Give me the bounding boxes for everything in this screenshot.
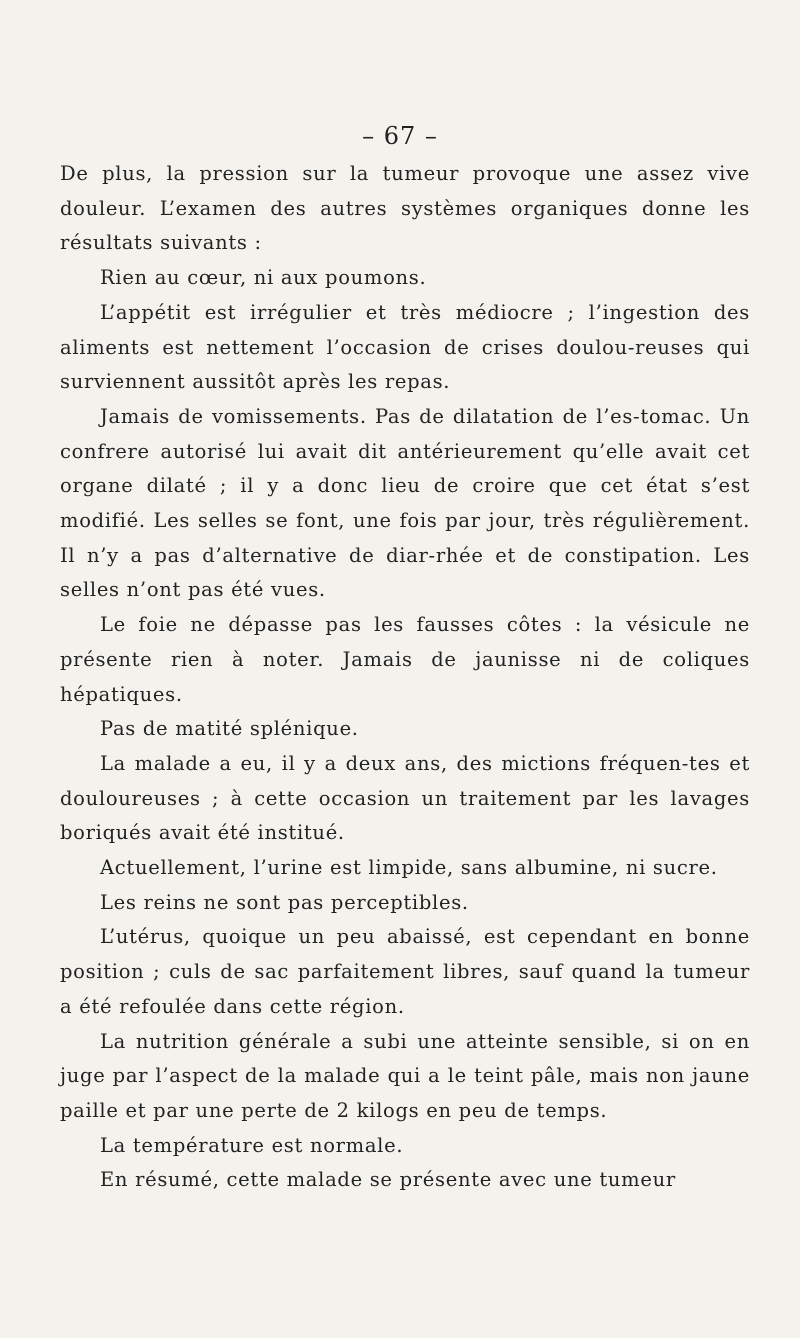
page-number: – 67 – [362,122,438,150]
paragraph: Jamais de vomissements. Pas de dilatation de l’es-tomac. Un confrere autorisé lui avait dit antérieurement qu’elle avait cet organe dilaté ; il y a donc lieu de croire que cet état s’est modifié. Les selles se font, une fois par jour, très régulièrement. Il n’y a pas d’alternative de diar-rhée et de constipation. Les selles n’ont pas été vues. [60,404,750,602]
paragraph: Pas de matité splénique. [100,717,359,741]
paragraph: De plus, la pression sur la tumeur provoque une assez vive douleur. L’examen des autres systèmes organiques donne les résultats suivants : [60,162,750,255]
body-text [60,157,750,1198]
paragraph: Rien au cœur, ni aux poumons. [100,266,427,290]
paragraph: La malade a eu, il y a deux ans, des mictions fréquen-tes et douloureuses ; à cette occasion un traitement par les lavages boriqués avait été institué. [60,751,750,845]
paragraph: Les reins ne sont pas perceptibles. [100,890,469,914]
paragraph: L’appétit est irrégulier et très médiocre ; l’ingestion des aliments est nettement l’occasion de crises doulou-reuses qui surviennent aussitôt après les repas. [60,300,750,394]
paragraph: La température est normale. [100,1133,404,1157]
paragraph: L’utérus, quoique un peu abaissé, est cependant en bonne position ; culs de sac parfaitement libres, sauf quand la tumeur a été refoulée dans cette région. [60,925,750,1018]
paragraph: Le foie ne dépasse pas les fausses côtes : la vésicule ne présente rien à noter. Jamais de jaunisse ni de coliques hépatiques. [60,613,750,706]
paragraph: La nutrition générale a subi une atteinte sensible, si on en juge par l’aspect de la malade qui a le teint pâle, mais non jaune paille et par une perte de 2 kilogs en peu de temps. [60,1029,750,1122]
paragraph: En résumé, cette malade se présente avec une tumeur [100,1168,676,1192]
paragraph: Actuellement, l’urine est limpide, sans albumine, ni sucre. [100,856,718,880]
